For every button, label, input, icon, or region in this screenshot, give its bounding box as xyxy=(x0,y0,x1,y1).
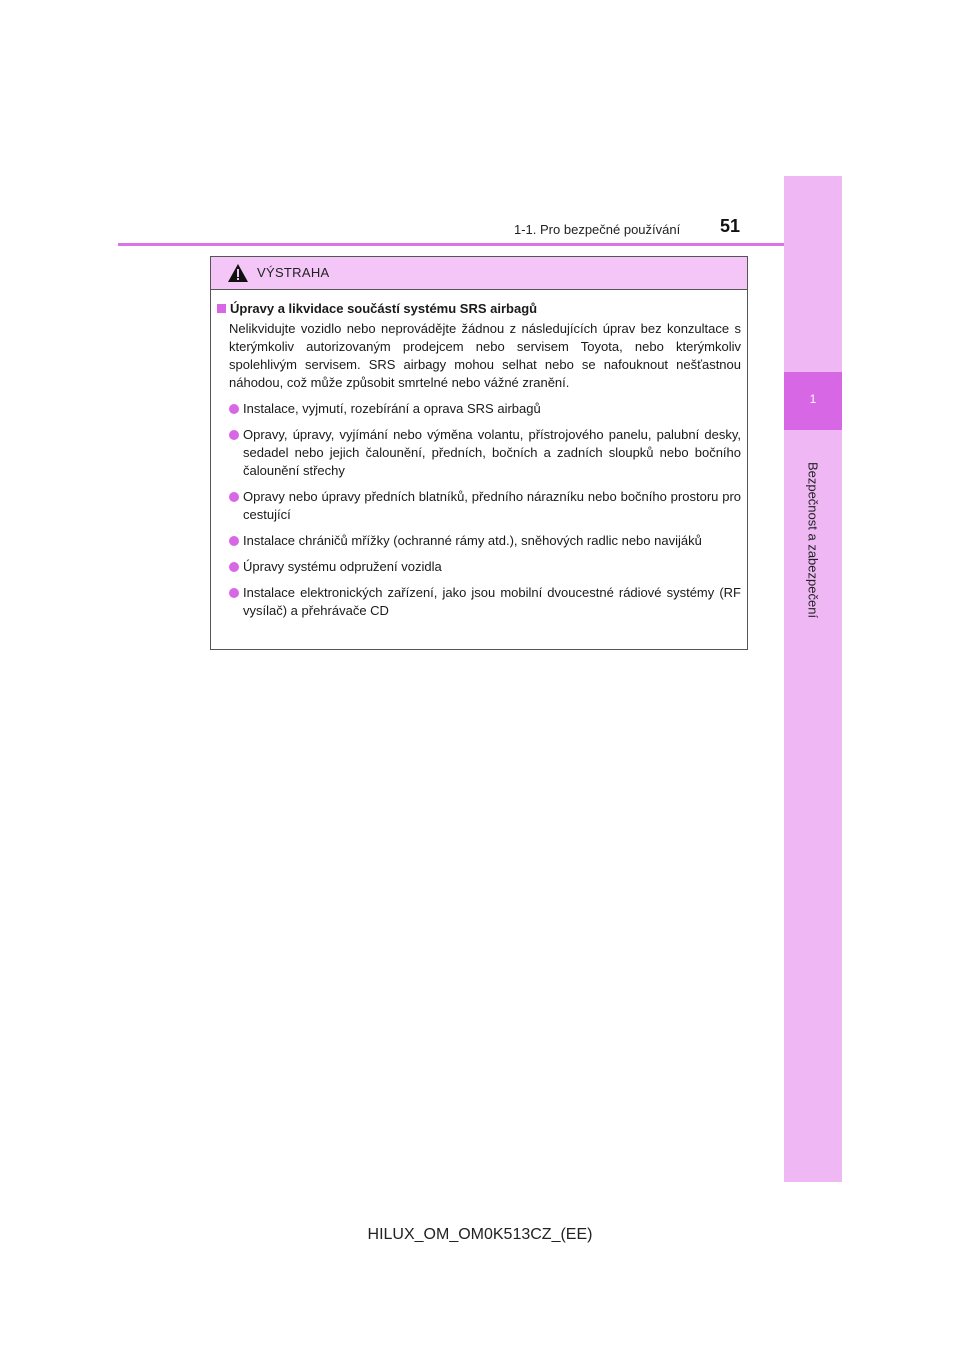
list-item xyxy=(229,532,741,550)
bullet-dot-icon xyxy=(229,492,239,502)
list-item-text: Instalace, vyjmutí, rozebírání a oprava SRS airbagů xyxy=(243,401,541,416)
side-tab-strip xyxy=(784,176,842,1182)
warning-label: VÝSTRAHA xyxy=(257,265,330,280)
list-item-text: Instalace chráničů mřížky (ochranné rámy atd.), sněhových radlic nebo navijáků xyxy=(243,533,702,548)
bullet-dot-icon xyxy=(229,562,239,572)
warning-paragraph: Nelikvidujte vozidlo nebo neprovádějte žádnou z následujících úprav bez konzultace s kterýmkoliv autorizovaným prodejcem nebo servisem Toyota, nebo kterýmkoliv spolehlivým servisem. SRS airbagy mohou selhat nebo se nafouknout nešťastnou náhodou, což může způsobit smrtelné nebo vážné zranění. xyxy=(229,321,741,390)
list-item xyxy=(229,558,741,576)
warning-heading-row xyxy=(217,300,741,318)
warning-header xyxy=(211,257,747,290)
side-tab-label: Bezpečnost a zabezpečení xyxy=(805,461,821,619)
warning-triangle-icon xyxy=(227,263,249,283)
bullet-dot-icon xyxy=(229,536,239,546)
warning-heading: Úpravy a likvidace součástí systému SRS airbagů xyxy=(230,301,538,316)
list-item-text: Opravy nebo úpravy předních blatníků, předního nárazníku nebo bočního prostoru pro cestující xyxy=(243,489,741,522)
list-item xyxy=(229,584,741,620)
list-item-text: Opravy, úpravy, vyjímání nebo výměna volantu, přístrojového panelu, palubní desky, sedadel nebo jejich čalounění, předních, bočních a zadních sloupků nebo bočního čalounění střechy xyxy=(243,427,741,478)
bullet-dot-icon xyxy=(229,588,239,598)
warning-list xyxy=(229,400,741,620)
warning-box xyxy=(210,256,748,650)
section-title: 1-1. Pro bezpečné používání xyxy=(514,222,681,237)
list-item-text: Úpravy systému odpružení vozidla xyxy=(243,559,442,574)
square-bullet-icon xyxy=(217,304,226,313)
list-item xyxy=(229,426,741,480)
page-number: 51 xyxy=(720,216,741,236)
bullet-dot-icon xyxy=(229,430,239,440)
side-tab-number: 1 xyxy=(809,392,817,406)
list-item xyxy=(229,488,741,524)
list-item xyxy=(229,400,741,418)
header-divider xyxy=(118,243,784,246)
document-code: HILUX_OM_OM0K513CZ_(EE) xyxy=(367,1226,593,1243)
bullet-dot-icon xyxy=(229,404,239,414)
warning-body xyxy=(211,290,747,620)
list-item-text: Instalace elektronických zařízení, jako jsou mobilní dvoucestné rádiové systémy (RF vysílač) a přehrávače CD xyxy=(243,585,741,618)
